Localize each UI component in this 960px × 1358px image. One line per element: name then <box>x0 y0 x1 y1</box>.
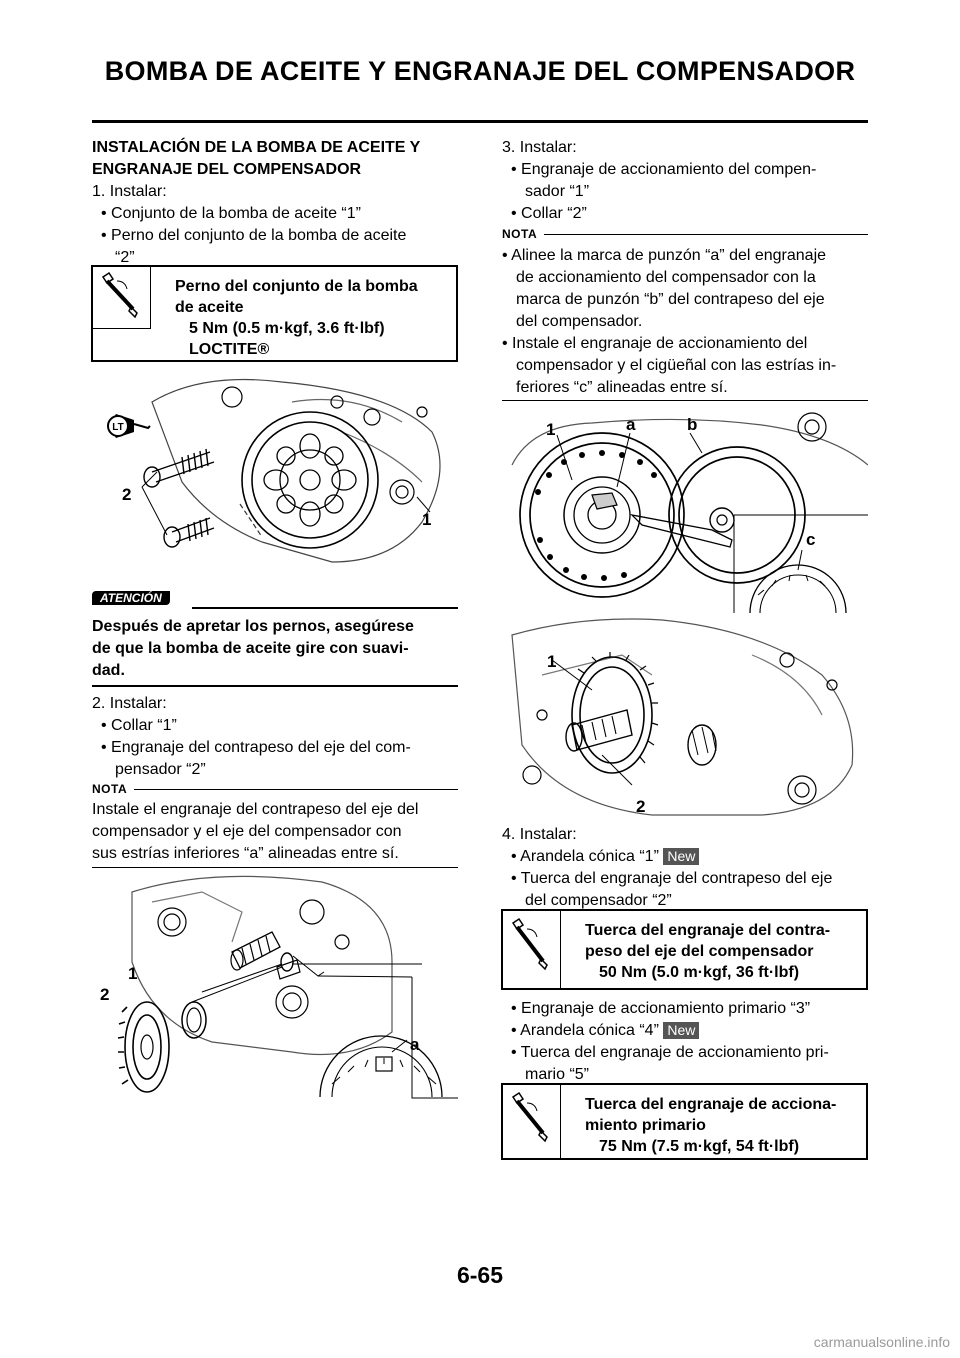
note-label-left: NOTA <box>92 782 128 796</box>
step-2-item-2: • Engranaje del contrapeso del eje del com- <box>101 739 411 756</box>
spec3-name: Tuerca del engranaje de acciona- <box>585 1096 837 1113</box>
fig3-label-a: a <box>626 415 636 434</box>
note-left-line-3: sus estrías inferiores “a” alineadas entre sí. <box>92 845 399 862</box>
torque-spec-box-3 <box>501 1083 868 1160</box>
step-4-item-3: • Engranaje de accionamiento primario “3” <box>511 1000 811 1017</box>
step-4-item-5: • Tuerca del engranaje de accionamiento pri- <box>511 1044 829 1061</box>
torque-wrench-icon <box>503 1085 561 1160</box>
note-rule-right-top <box>544 234 868 235</box>
drive-gear-alignment-figure <box>502 405 868 613</box>
step-2: 2. Instalar: <box>92 695 167 712</box>
note-right-b1-line1: • Alinee la marca de punzón “a” del engranaje <box>502 247 827 264</box>
fig2-label-a: a <box>410 1035 420 1054</box>
caution-badge: ATENCIÓN <box>92 588 170 609</box>
spec1-loctite: LOCTITE® <box>189 341 270 358</box>
note-label-right: NOTA <box>502 227 538 241</box>
spec3-torque-value: 75 Nm (7.5 m·kgf, 54 ft·lbf) <box>599 1138 800 1155</box>
header-rule <box>92 120 868 123</box>
torque-spec-box-1 <box>91 265 458 362</box>
spec1-name-cont: de aceite <box>175 299 244 316</box>
loctite-icon <box>108 414 150 438</box>
step-4-item-2-cont: del compensador “2” <box>525 892 672 909</box>
step-4-item-5-cont: mario “5” <box>525 1066 590 1083</box>
note-right-b1-line3: marca de punzón “b” del contrapeso del eje <box>516 291 825 308</box>
page-title: BOMBA DE ACEITE Y ENGRANAJE DEL COMPENSADOR <box>104 56 856 86</box>
fig3-label-c: c <box>806 530 816 549</box>
spec2-name: Tuerca del engranaje del contra- <box>585 922 831 939</box>
step-4-item-2: • Tuerca del engranaje del contrapeso del eje <box>511 870 833 887</box>
step-2-item-2-cont: pensador “2” <box>115 761 206 778</box>
spec1-torque-value: 5 Nm (0.5 m·kgf, 3.6 ft·lbf) <box>189 320 385 337</box>
new-badge: New <box>663 848 699 865</box>
caution-line-1: Después de apretar los pernos, asegúrese <box>92 618 414 635</box>
note-rule-left-top <box>134 789 458 790</box>
spec2-torque-value: 50 Nm (5.0 m·kgf, 36 ft·lbf) <box>599 964 800 981</box>
fig3-label-1: 1 <box>546 420 556 439</box>
step-1-item-1: • Conjunto de la bomba de aceite “1” <box>101 205 361 222</box>
fig4-label-2: 2 <box>636 797 646 816</box>
step-1-item-2-cont: “2” <box>115 249 135 266</box>
note-right-b2-line1: • Instale el engranaje de accionamiento del <box>502 335 808 352</box>
step-1-item-2: • Perno del conjunto de la bomba de aceite <box>101 227 407 244</box>
spec1-name: Perno del conjunto de la bomba <box>175 278 418 295</box>
step-3: 3. Instalar: <box>502 139 577 156</box>
note-right-b1-line4: del compensador. <box>516 313 643 330</box>
step-4: 4. Instalar: <box>502 826 577 843</box>
torque-wrench-icon <box>93 267 151 329</box>
caution-rule-bottom <box>92 685 458 687</box>
watermark: carmanualsonline.info <box>813 1334 950 1350</box>
note-right-b2-line2: compensador y el cigüeñal con las estrías in- <box>516 357 837 374</box>
note-right-b1-line2: de accionamiento del compensador con la <box>516 269 816 286</box>
torque-spec-box-2 <box>501 909 868 990</box>
step-2-item-1: • Collar “1” <box>101 717 177 734</box>
note-right-b2-line3: feriores “c” alineadas entre sí. <box>516 379 728 396</box>
note-rule-right-bottom <box>502 400 868 401</box>
step-3-item-1-cont: sador “1” <box>525 183 590 200</box>
fig2-label-2: 2 <box>100 985 110 1004</box>
new-badge: New <box>663 1022 699 1039</box>
torque-wrench-icon <box>503 911 561 990</box>
balancer-gear-figure <box>92 872 458 1102</box>
fig4-label-1: 1 <box>547 652 557 671</box>
caution-rule-top <box>192 607 458 609</box>
step-4-item-1: • Arandela cónica “1” New <box>511 846 699 868</box>
spec3-name-cont: miento primario <box>585 1117 706 1134</box>
caution-line-3: dad. <box>92 662 125 679</box>
caution-line-2: de que la bomba de aceite gire con suavi- <box>92 640 409 657</box>
step-4-item-4: • Arandela cónica “4” New <box>511 1020 699 1042</box>
note-rule-left-bottom <box>92 867 458 868</box>
oil-pump-figure <box>92 372 458 570</box>
fig2-label-1: 1 <box>128 964 138 983</box>
page-number: 6-65 <box>456 1262 504 1288</box>
gear-shaft-figure <box>502 615 868 820</box>
spec2-name-cont: peso del eje del compensador <box>585 943 814 960</box>
section-heading-line1: INSTALACIÓN DE LA BOMBA DE ACEITE Y <box>92 139 421 156</box>
step-1: 1. Instalar: <box>92 183 167 200</box>
step-3-item-2: • Collar “2” <box>511 205 587 222</box>
note-left-line-2: compensador y el eje del compensador con <box>92 823 402 840</box>
step-3-item-1: • Engranaje de accionamiento del compen- <box>511 161 817 178</box>
note-left-line-1: Instale el engranaje del contrapeso del eje del <box>92 801 419 818</box>
fig3-label-b: b <box>687 415 698 434</box>
svg-text:LT: LT <box>112 422 124 433</box>
fig1-label-2: 2 <box>122 485 132 504</box>
section-heading-line2: ENGRANAJE DEL COMPENSADOR <box>92 161 362 178</box>
fig1-label-1: 1 <box>422 510 432 529</box>
